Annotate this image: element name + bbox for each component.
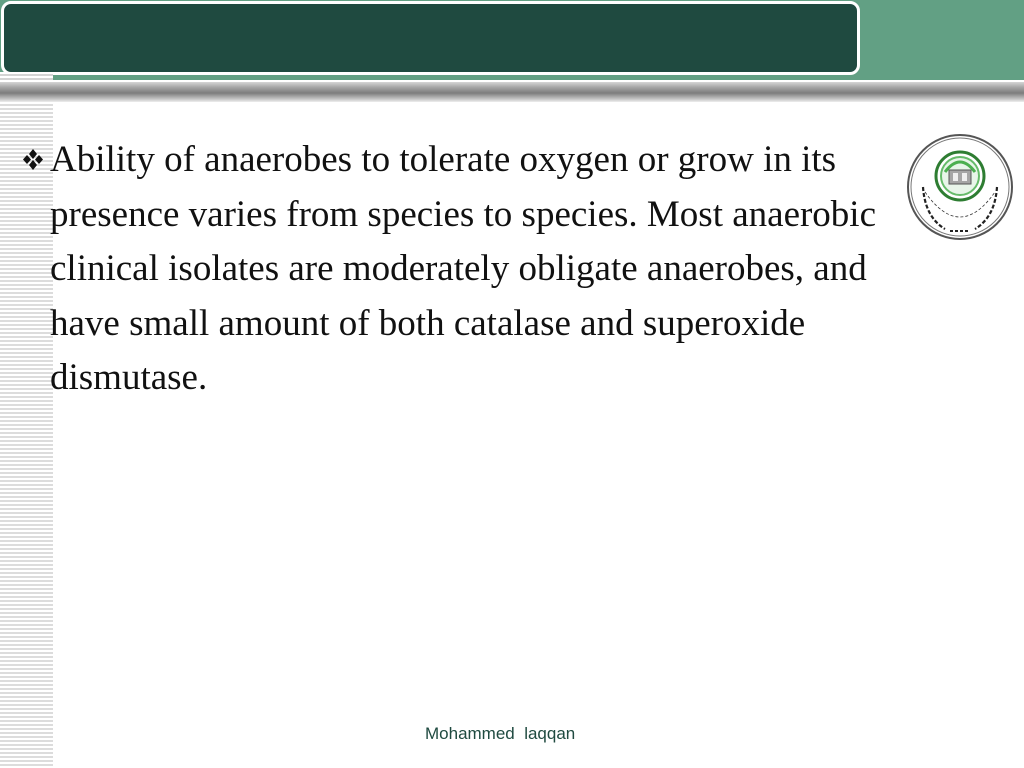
four-diamond-bullet-icon xyxy=(18,133,50,187)
title-bar xyxy=(1,1,860,75)
slide-body xyxy=(18,133,898,406)
header-rule xyxy=(0,82,1024,102)
university-seal-logo xyxy=(905,132,1015,242)
bullet-item xyxy=(18,133,898,406)
bullet-text: Ability of anaerobes to tolerate oxygen or grow in its presence varies from species to species. Most anaerobic clinical isolates are moderately obligate anaerobes, and have small amount of both catalase and superoxide dismutase. xyxy=(50,139,877,398)
footer-author: Mohammed laqqan xyxy=(425,724,576,743)
left-stripes-top xyxy=(0,72,53,82)
